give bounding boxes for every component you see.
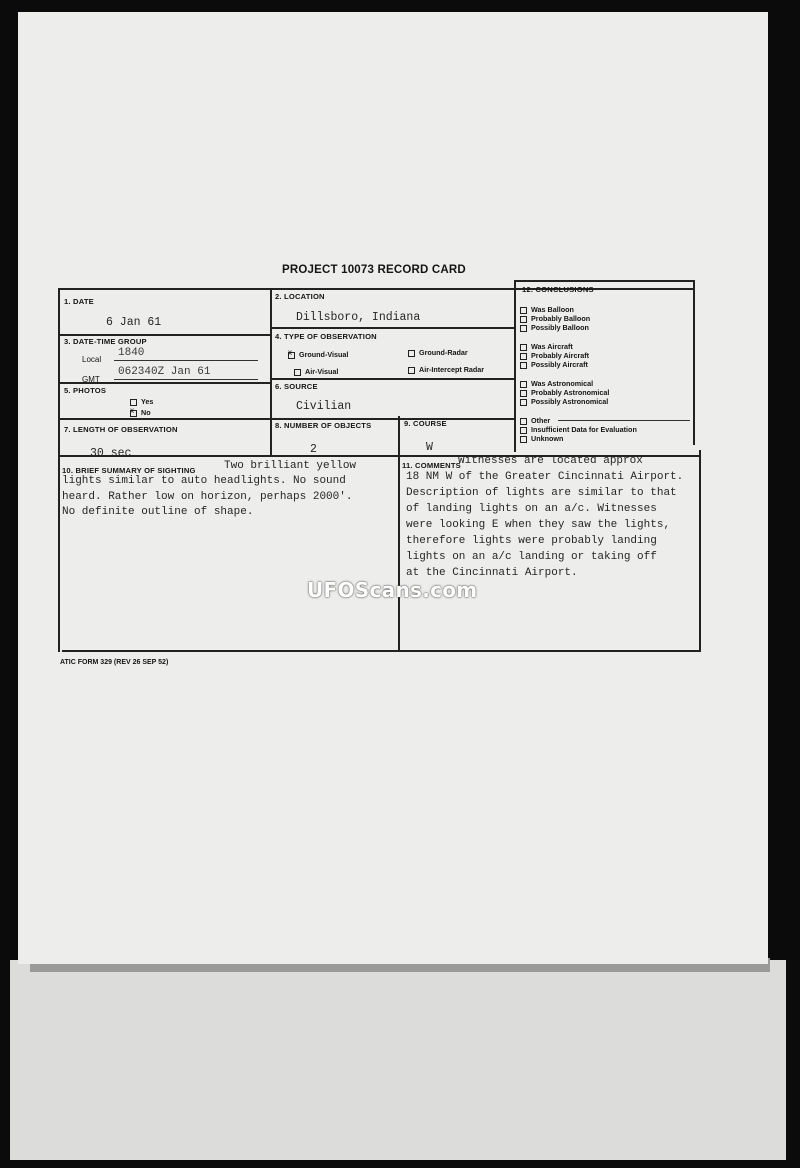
card-title: PROJECT 10073 RECORD CARD	[282, 264, 466, 276]
number-of-objects-label: 8. NUMBER OF OBJECTS	[275, 421, 372, 430]
ground-radar-checkbox	[408, 350, 415, 357]
comments-line-7: lights on an a/c landing or taking off	[406, 551, 657, 563]
conclusion-possibly-aircraft: Possibly Aircraft	[520, 360, 698, 369]
conclusions-label: 12. CONCLUSIONS	[522, 285, 594, 294]
conclusion-probably-aircraft: Probably Aircraft	[520, 351, 698, 360]
card-border-right	[699, 450, 701, 652]
source-label: 6. SOURCE	[275, 382, 318, 391]
gmt-time-label: GMT	[82, 375, 100, 384]
photos-label: 5. PHOTOS	[64, 386, 107, 395]
conclusions-balloon-group	[520, 305, 698, 332]
option-photos-no: xNo	[130, 408, 151, 417]
option-ground-radar: Ground-Radar	[408, 348, 468, 357]
comments-line-5: were looking E when they saw the lights,	[406, 519, 671, 531]
length-of-observation-value: 30 sec	[90, 447, 132, 460]
conclusion-other: Other	[520, 416, 698, 425]
course-label: 9. COURSE	[404, 419, 447, 428]
type-of-observation-label: 4. TYPE OF OBSERVATION	[275, 332, 377, 341]
number-of-objects-value: 2	[310, 443, 317, 456]
divider-row2-right	[270, 378, 514, 380]
other-underline	[558, 420, 690, 421]
date-time-group-label: 3. DATE-TIME GROUP	[64, 337, 147, 346]
comments-line-3: Description of lights are similar to that	[406, 487, 677, 499]
option-photos-yes: Yes	[130, 397, 153, 406]
card-border-top	[58, 288, 694, 290]
conclusions-astronomical-group	[520, 379, 698, 406]
local-time-underline	[114, 360, 258, 361]
summary-line-3: heard. Rather low on horizon, perhaps 2000'.	[62, 490, 353, 503]
divider-mid	[270, 288, 272, 456]
gmt-time-value: 062340Z Jan 61	[118, 366, 211, 378]
divider-row1-right	[270, 327, 514, 329]
air-intercept-radar-checkbox	[408, 367, 415, 374]
photos-yes-checkbox	[130, 399, 137, 406]
divider-row1-left	[58, 334, 270, 336]
local-time-label: Local	[82, 355, 102, 364]
conclusions-aircraft-group	[520, 342, 698, 369]
comments-line-4: of landing lights on an a/c. Witnesses	[406, 503, 657, 515]
divider-course	[398, 416, 400, 652]
date-value: 6 Jan 61	[106, 316, 162, 329]
location-label: 2. LOCATION	[275, 292, 325, 301]
source-value: Civilian	[296, 400, 352, 413]
gmt-time-underline	[114, 379, 258, 380]
local-time-value: 1840	[118, 347, 145, 359]
form-number: ATIC FORM 329 (REV 26 SEP 52)	[60, 659, 169, 666]
conclusion-was-astronomical: Was Astronomical	[520, 379, 698, 388]
air-visual-checkbox	[294, 369, 301, 376]
length-of-observation-label: 7. LENGTH OF OBSERVATION	[64, 425, 178, 434]
comments-line-8: at the Cincinnati Airport.	[406, 567, 578, 579]
comments-label: 11. COMMENTS	[402, 461, 461, 470]
card-border-left	[58, 288, 60, 652]
comments-line-2: 18 NM W of the Greater Cincinnati Airport.	[406, 471, 684, 483]
comments-line-1: Witnesses are located approx	[458, 455, 643, 467]
option-ground-visual: xGround-Visual	[288, 350, 348, 359]
conclusion-possibly-astronomical: Possibly Astronomical	[520, 397, 698, 406]
ground-visual-checkbox	[288, 352, 295, 359]
underlying-page	[10, 960, 786, 1160]
summary-line-4: No definite outline of shape.	[62, 506, 254, 518]
divider-conclusions	[514, 280, 516, 452]
conclusion-probably-astronomical: Probably Astronomical	[520, 388, 698, 397]
summary-label: 10. BRIEF SUMMARY OF SIGHTING	[62, 466, 196, 475]
date-label: 1. DATE	[64, 297, 94, 306]
conclusion-was-balloon: Was Balloon	[520, 305, 698, 314]
location-value: Dillsboro, Indiana	[296, 311, 421, 324]
course-value: W	[426, 441, 433, 454]
option-air-intercept-radar: Air-Intercept Radar	[408, 365, 484, 374]
conclusion-was-aircraft: Was Aircraft	[520, 342, 698, 351]
conclusion-possibly-balloon: Possibly Balloon	[520, 323, 698, 332]
conclusion-unknown: Unknown	[520, 434, 698, 443]
comments-line-6: therefore lights were probably landing	[406, 535, 657, 547]
conclusions-border-top	[514, 280, 694, 282]
summary-line-1: Two brilliant yellow	[224, 460, 357, 472]
photos-no-checkbox	[130, 410, 137, 417]
option-air-visual: Air-Visual	[294, 367, 338, 376]
watermark: UFOScans.com	[307, 578, 478, 602]
card-border-bottom	[62, 650, 700, 652]
summary-line-2: lights similar to auto headlights. No sound	[62, 475, 346, 487]
conclusion-insufficient-data: Insufficient Data for Evaluation	[520, 425, 698, 434]
conclusion-probably-balloon: Probably Balloon	[520, 314, 698, 323]
